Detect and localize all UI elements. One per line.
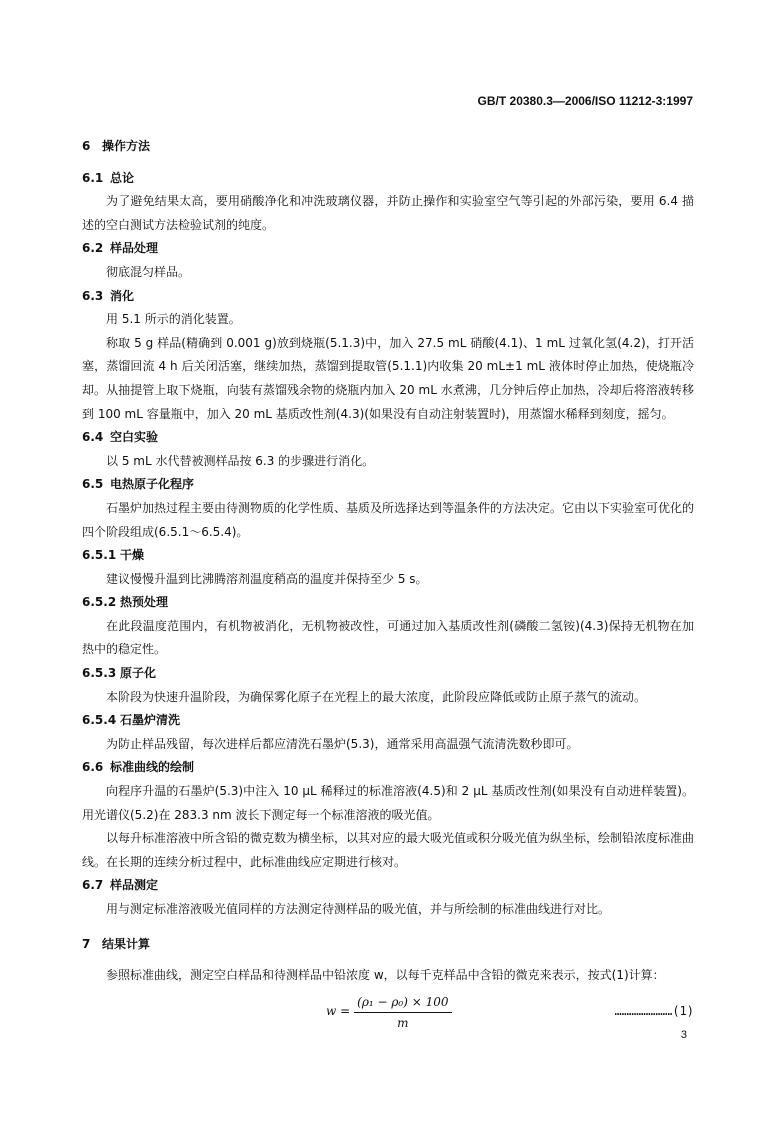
paragraph: 参照标准曲线，测定空白样品和待测样品中铅浓度 w，以每千克样品中含铅的微克来表示，按式(1)计算：	[106, 968, 665, 983]
subsection-number: 6.6	[82, 760, 104, 775]
subsubsection-number: 6.5.2	[82, 595, 117, 610]
paragraph: 用与测定标准溶液吸光值同样的方法测定待测样品的吸光值，并与所绘制的标准曲线进行对比。	[106, 902, 611, 916]
paragraph: 彻底混匀样品。	[106, 264, 191, 279]
formula-numerator: (ρ₁ − ρ₀) × 100	[354, 994, 451, 1013]
subsubsection-title: 干燥	[120, 548, 145, 563]
paragraph: 向程序升温的石墨炉(5.3)中注入 10 μL 稀释过的标准溶液(4.5)和 2 μL 基质改性剂(如果没有自动进样装置)。用光谱仪(5.2)在 283.3 nm 波长下测定每一个标准溶液的吸光值。	[82, 784, 694, 822]
paragraph: 称取 5 g 样品(精确到 0.001 g)放到烧瓶(5.1.3)中，加入 27.5 mL 硝酸(4.1)、1 mL 过氧化氢(4.2)，打开活塞，蒸馏回流 4 h 后关闭活塞，继续加热，蒸馏到提取管(5.1.1)内收集 20 mL±1 mL 液体时停止加热，使烧瓶冷却。从抽提管上取下烧瓶，向装有蒸馏残余物的烧瓶内加入 20 mL 水煮沸，几分钟后停止加热，冷却后将溶液转移到 100 mL 容量瓶中，加入 20 mL 基质改性剂(4.3)(如果没有自动注射装置时)，用蒸馏水稀释到刻度，摇匀。	[82, 335, 694, 421]
paragraph: 为了避免结果太高，要用硝酸净化和冲洗玻璃仪器，并防止操作和实验室空气等引起的外部污染，要用 6.4 描述的空白测试方法检验试剂的纯度。	[82, 194, 694, 232]
subsection-heading	[82, 285, 694, 309]
formula-denominator: m	[397, 1015, 409, 1030]
subsection-title: 消化	[110, 288, 135, 303]
section-title: 操作方法	[102, 139, 151, 153]
subsection-title: 电热原子化程序	[110, 477, 195, 492]
formula-row	[82, 990, 694, 1040]
subsection-number: 6.3	[82, 288, 104, 303]
section-heading	[82, 135, 694, 159]
subsection-heading	[82, 756, 694, 780]
subsubsection-heading	[82, 544, 694, 568]
standard-code: GB/T 20380.3—2006/ISO 11212-3:1997	[477, 94, 693, 108]
section-number: 6	[82, 139, 91, 153]
document-body	[82, 134, 694, 1040]
subsection-heading	[82, 426, 694, 450]
subsection-heading	[82, 473, 694, 497]
subsection-number: 6.2	[82, 241, 104, 256]
paragraph: 用 5.1 所示的消化装置。	[106, 312, 241, 327]
subsubsection-heading	[82, 709, 694, 733]
subsection-heading	[82, 874, 694, 898]
subsubsection-heading	[82, 662, 694, 686]
subsection-title: 标准曲线的绘制	[110, 760, 195, 775]
subsection-title: 样品处理	[110, 241, 159, 256]
paragraph: 石墨炉加热过程主要由待测物质的化学性质、基质及所选择达到等温条件的方法决定。它由以下实验室可优化的四个阶段组成(6.5.1～6.5.4)。	[82, 500, 695, 539]
subsection-heading	[82, 167, 694, 191]
paragraph: 以 5 mL 水代替被测样品按 6.3 的步骤进行消化。	[106, 453, 375, 468]
paragraph: 在此段温度范围内，有机物被消化，无机物被改性，可通过加入基质改性剂(磷酸二氢铵)(4.3)保持无机物在加热中的稳定性。	[82, 618, 694, 657]
section-heading	[82, 933, 694, 957]
subsection-number: 6.1	[82, 170, 104, 185]
paragraph: 以每升标准溶液中所含铅的微克数为横坐标，以其对应的最大吸光值或积分吸光值为纵坐标，绘制铅浓度标准曲线。在长期的连续分析过程中，此标准曲线应定期进行核对。	[82, 831, 695, 869]
paragraph: 本阶段为快速升温阶段，为确保雾化原子在光程上的最大浓度，此阶段应降低或防止原子蒸气的流动。	[106, 689, 647, 704]
section-title: 结果计算	[102, 936, 151, 951]
subsection-number: 6.5	[82, 477, 104, 492]
subsection-number: 6.4	[82, 430, 104, 445]
subsubsection-number: 6.5.1	[82, 548, 117, 563]
subsection-number: 6.7	[82, 878, 104, 893]
page-number: 3	[680, 1029, 687, 1041]
formula	[326, 994, 452, 1031]
subsubsection-number: 6.5.4	[82, 713, 117, 728]
paragraph: 为防止样品残留，每次进样后都应清洗石墨炉(5.3)，通常采用高温强气流清洗数秒即可。	[106, 736, 579, 751]
subsection-title: 总论	[110, 170, 135, 185]
subsubsection-title: 石墨炉清洗	[120, 713, 181, 728]
formula-fraction	[354, 994, 451, 1031]
section-number: 7	[82, 936, 91, 951]
subsubsection-title: 热预处理	[120, 595, 169, 610]
formula-number: ……………………(1)	[614, 1003, 694, 1018]
subsection-title: 空白实验	[110, 430, 159, 445]
paragraph: 建议慢慢升温到比沸腾溶剂温度稍高的温度并保持至少 5 s。	[106, 571, 428, 586]
subsection-title: 样品测定	[110, 878, 159, 893]
subsubsection-title: 原子化	[120, 666, 157, 681]
subsection-heading	[82, 237, 694, 261]
formula-lhs: w =	[326, 1004, 351, 1019]
subsubsection-heading	[82, 591, 694, 615]
subsubsection-number: 6.5.3	[82, 666, 117, 681]
